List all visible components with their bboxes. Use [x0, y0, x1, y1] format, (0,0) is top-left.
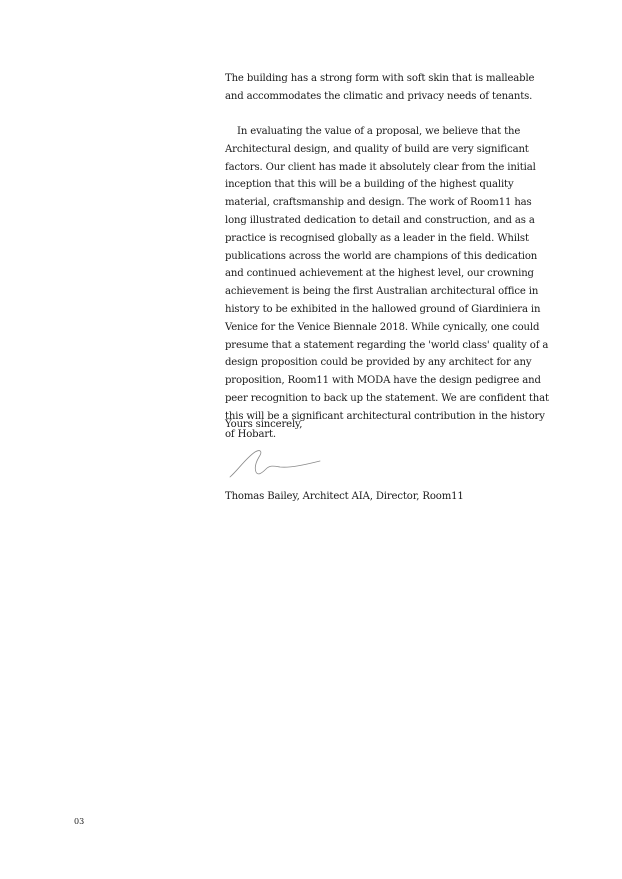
signatory-name: Thomas Bailey, Architect AIA, Director, Room11 [225, 491, 464, 502]
body-paragraph-2: In evaluating the value of a proposal, we believe that the Architectural design, and quality of build are very significant factors. Our client has made it absolutely clear from the initial inception that this will be a building of the highest quality material, craftsmanship and design. The work of Room11 has long illustrated dedication to detail and construction, and as a practice is recognised globally as a leader in the field. Whilst publications across the world are champions of this dedication and continued achievement at the highest level, our crowning achievement is being the first Australian architectural office in history to be exhibited in the hallowed ground of Giardiniera in Venice for the Venice Biennale 2018. While cynically, one could presume that a statement regarding the 'world class' quality of a design proposition could be provided by any architect for any proposition, Room11 with MODA have the design pedigree and peer recognition to back up the statement. We are confident that this will be a significant architectural contribution in the history of Hobart. [225, 126, 549, 440]
handwritten-signature [228, 446, 324, 480]
page-number: 03 [74, 817, 85, 826]
body-paragraph-1: The building has a strong form with soft skin that is malleable and accommodates the climatic and privacy needs of tenants. [225, 73, 535, 102]
closing-salutation: Yours sincerely, [225, 419, 303, 430]
